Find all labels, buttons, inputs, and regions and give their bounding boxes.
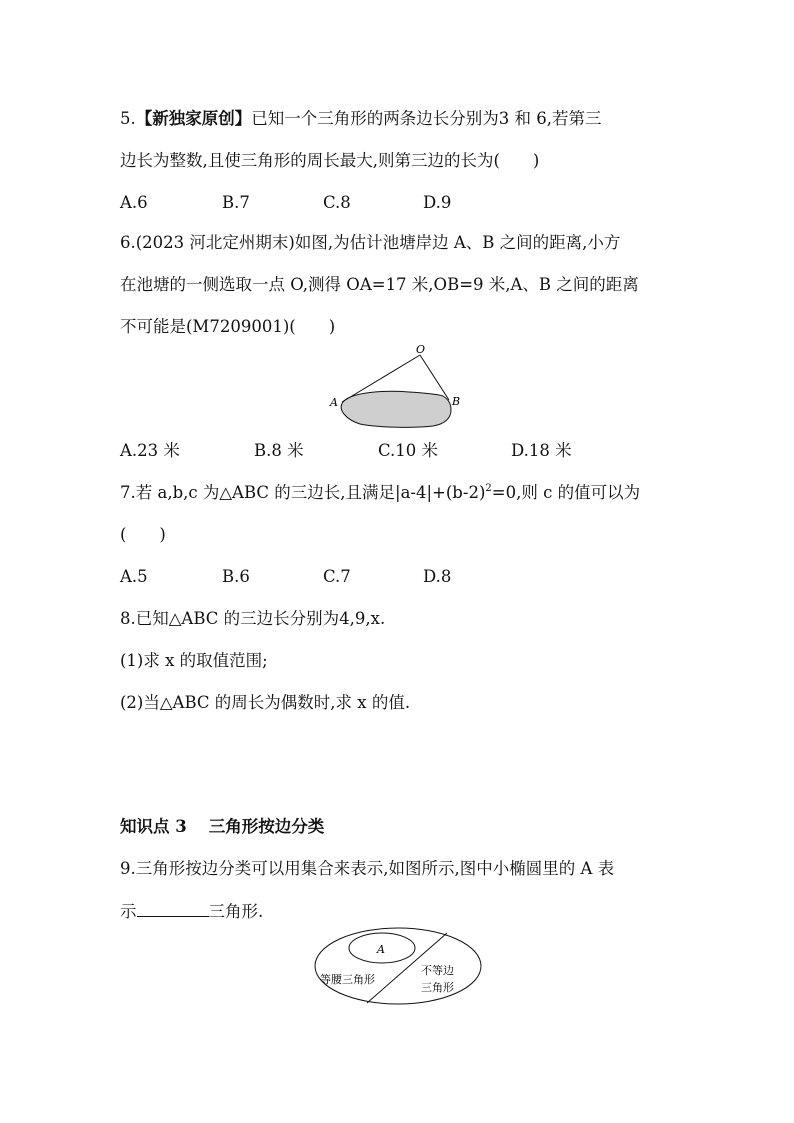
- isosceles-label: 等腰三角形: [320, 973, 375, 986]
- q5-line-1: [120, 108, 601, 130]
- outer-ellipse: [315, 928, 481, 1004]
- pond-figure: [325, 340, 470, 432]
- q5-option-c: C.8: [323, 193, 351, 212]
- q6-line-3: 不可能是(M7209001)( ): [120, 317, 336, 336]
- q7-option-c: C.7: [323, 567, 351, 586]
- q5-line-2: 边长为整数,且使三角形的周长最大,则第三边的长为( ): [120, 151, 540, 170]
- q6-option-a: A.23 米: [120, 441, 180, 460]
- section-heading: [120, 816, 324, 838]
- q5-number: 5.: [120, 109, 136, 128]
- q6-option-b: B.8 米: [254, 441, 304, 460]
- q6-line-2: 在池塘的一侧选取一点 O,测得 OA=17 米,OB=9 米,A、B 之间的距离: [120, 275, 639, 294]
- section-title: 三角形按边分类: [208, 817, 325, 836]
- q5-tag: 【新独家原创】: [135, 109, 252, 128]
- scalene-label-2: 三角形: [421, 981, 454, 994]
- q9-answer-blank[interactable]: [137, 900, 209, 917]
- q7-option-d: D.8: [423, 567, 452, 586]
- q7-text-b: =0,则 c 的值可以为: [491, 483, 641, 502]
- q7-line-1: [120, 482, 640, 504]
- q5-option-d: D.9: [423, 193, 452, 212]
- q9-line-1: 9.三角形按边分类可以用集合来表示,如图所示,图中小椭圆里的 A 表: [120, 859, 615, 878]
- q9-line-2: [120, 900, 263, 923]
- q5-option-a: A.6: [120, 193, 148, 212]
- classification-figure: [310, 924, 486, 1008]
- q9-text-post: 三角形.: [208, 902, 264, 921]
- q7-line-2: ( ): [120, 525, 166, 544]
- pond-shape: [341, 391, 451, 427]
- label-b: B: [452, 395, 461, 408]
- q6-option-d: D.18 米: [511, 441, 572, 460]
- q5-text-1: 已知一个三角形的两条边长分别为3 和 6,若第三: [251, 109, 602, 128]
- q7-superscript: 2: [485, 483, 492, 494]
- scalene-label-1: 不等边: [421, 964, 454, 977]
- q5-option-b: B.7: [222, 193, 250, 212]
- q8-part-2: (2)当△ABC 的周长为偶数时,求 x 的值.: [120, 693, 411, 712]
- q7-text-a: 7.若 a,b,c 为△ABC 的三边长,且满足|a-4|+(b-2): [120, 483, 486, 502]
- q7-option-b: B.6: [222, 567, 250, 586]
- label-o: O: [416, 343, 426, 356]
- section-label: 知识点 3: [120, 817, 187, 836]
- q6-option-c: C.10 米: [378, 441, 439, 460]
- q8-part-1: (1)求 x 的取值范围;: [120, 651, 268, 670]
- q7-option-a: A.5: [120, 567, 148, 586]
- q9-text-pre: 示: [120, 902, 137, 921]
- q6-line-1: 6.(2023 河北定州期末)如图,为估计池塘岸边 A、B 之间的距离,小方: [120, 233, 621, 252]
- q8-line-1: 8.已知△ABC 的三边长分别为4,9,x.: [120, 609, 386, 628]
- label-a: A: [330, 396, 338, 409]
- inner-label-a: A: [377, 943, 385, 956]
